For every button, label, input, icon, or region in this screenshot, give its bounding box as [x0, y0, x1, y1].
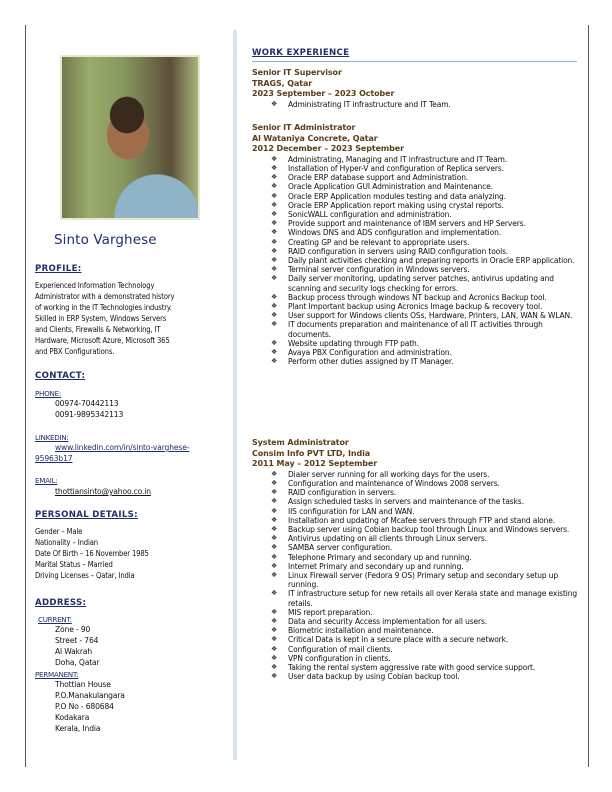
- diamond-bullet-icon: ❖: [271, 552, 278, 561]
- diamond-bullet-icon: ❖: [271, 635, 278, 644]
- duty-item: [252, 479, 582, 488]
- job-dates: 2012 December – 2023 September: [252, 144, 404, 154]
- address-line: Kerala, India: [55, 724, 101, 733]
- duty-text: Antivirus updating on all clients through Linux servers.: [288, 534, 487, 544]
- profile-heading: PROFILE:: [35, 264, 82, 274]
- duty-text: Oracle ERP database support and Administration.: [288, 173, 469, 183]
- duty-item: [252, 608, 582, 617]
- duty-text: Configuration of mail clients.: [288, 644, 393, 654]
- duty-text: User data backup by using Cobian backup tool.: [288, 672, 460, 682]
- address-heading: ADDRESS:: [35, 598, 87, 608]
- duty-text: Biometric installation and maintenance.: [288, 626, 434, 636]
- duty-item: [252, 155, 582, 164]
- diamond-bullet-icon: ❖: [271, 338, 278, 347]
- duty-text: Provide support and maintenance of IBM servers and HP Servers.: [288, 219, 526, 229]
- diamond-bullet-icon: ❖: [271, 228, 278, 237]
- linkedin-link-cont[interactable]: 95963b17: [35, 454, 73, 463]
- diamond-bullet-icon: ❖: [271, 265, 278, 274]
- duty-item: [252, 663, 582, 672]
- profile-line: and Clients, Firewalls & Networking, IT: [35, 325, 161, 334]
- duty-text: Backup process through windows NT backup and Acronics Backup tool.: [288, 292, 547, 302]
- job-company: Al Wataniya Concrete, Qatar: [252, 133, 378, 143]
- duty-text: Oracle ERP Application report making using crystal reports.: [288, 200, 504, 210]
- duty-item: [252, 339, 582, 348]
- duty-text: Dialer server running for all working days for the users.: [288, 469, 490, 479]
- diamond-bullet-icon: ❖: [271, 219, 278, 228]
- diamond-bullet-icon: ❖: [271, 617, 278, 626]
- job-duties: [252, 155, 582, 367]
- duty-item: [252, 534, 582, 543]
- current-address-label: CURRENT:: [38, 615, 72, 624]
- diamond-bullet-icon: ❖: [271, 506, 278, 515]
- job-entry: [252, 438, 582, 681]
- duty-text: IT documents preparation and maintenance of all IT activities through documents.: [288, 320, 543, 339]
- address-line: P.O No - 680684: [55, 702, 114, 711]
- job-dates: 2023 September – 2023 October: [252, 89, 395, 99]
- duty-item: [252, 311, 582, 320]
- page-border-left: [25, 25, 26, 767]
- duty-item: [252, 192, 582, 201]
- duty-text: Creating GP and be relevant to appropriate users.: [288, 237, 470, 247]
- duty-text: RAID configuration in servers.: [288, 488, 397, 498]
- diamond-bullet-icon: ❖: [271, 182, 278, 191]
- duty-item: [252, 553, 582, 562]
- duty-text: Avaya PBX Configuration and administration.: [288, 348, 452, 358]
- diamond-bullet-icon: ❖: [271, 488, 278, 497]
- job-duties: [252, 470, 582, 682]
- job-entry: [252, 123, 582, 366]
- duty-text: Data and security Access implementation for all users.: [288, 617, 487, 627]
- email-label: EMAIL:: [35, 476, 58, 485]
- duty-item: [252, 164, 582, 173]
- job-entry: [252, 68, 582, 109]
- duty-item: [252, 265, 582, 274]
- diamond-bullet-icon: ❖: [271, 348, 278, 357]
- duty-text: RAID configuration in servers using RAID configuration tools.: [288, 246, 509, 256]
- duty-text: User support for Windows clients OSs, Hardware, Printers, LAN, WAN & WLAN.: [288, 311, 573, 321]
- diamond-bullet-icon: ❖: [271, 644, 278, 653]
- duty-text: SAMBA server configuration.: [288, 543, 393, 553]
- duty-text: Configuration and maintenance of Windows 2008 servers.: [288, 478, 500, 488]
- diamond-bullet-icon: ❖: [271, 320, 278, 329]
- address-line: Kodakara: [55, 713, 90, 722]
- diamond-bullet-icon: ❖: [271, 478, 278, 487]
- duty-text: Administrating IT infrastructure and IT Team.: [288, 99, 451, 109]
- duty-text: Taking the rental system aggressive rate with good service support.: [288, 663, 536, 673]
- date-of-birth: Date Of Birth – 16 November 1985: [35, 549, 149, 558]
- duty-item: [252, 228, 582, 237]
- duty-item: [252, 635, 582, 644]
- marital-status: Marital Status – Married: [35, 560, 113, 569]
- duty-text: IIS configuration for LAN and WAN.: [288, 506, 415, 516]
- work-experience-heading: WORK EXPERIENCE: [252, 48, 350, 58]
- address-line: Al Wakrah: [55, 647, 93, 656]
- page-border-right: [588, 25, 589, 767]
- diamond-bullet-icon: ❖: [271, 311, 278, 320]
- duty-text: Installation and updating of Mcafee servers through FTP and stand alone.: [288, 515, 556, 525]
- diamond-bullet-icon: ❖: [271, 469, 278, 478]
- duty-item: [252, 320, 582, 338]
- diamond-bullet-icon: ❖: [271, 515, 278, 524]
- duty-text: Oracle ERP Application modules testing and data analyzing.: [288, 191, 506, 201]
- duty-item: [252, 302, 582, 311]
- diamond-bullet-icon: ❖: [271, 653, 278, 662]
- diamond-bullet-icon: ❖: [271, 561, 278, 570]
- profile-photo: [60, 55, 200, 220]
- diamond-bullet-icon: ❖: [271, 571, 278, 580]
- nationality: Nationality – Indian: [35, 538, 98, 547]
- duty-item: [252, 571, 582, 589]
- diamond-bullet-icon: ❖: [271, 246, 278, 255]
- email-link[interactable]: thottiansinto@yahoo.co.in: [55, 487, 151, 496]
- column-divider: [233, 30, 237, 760]
- duty-item: [252, 488, 582, 497]
- linkedin-link[interactable]: www.linkedin.com/in/sinto-varghese-: [55, 443, 190, 452]
- duty-item: [252, 182, 582, 191]
- diamond-bullet-icon: ❖: [271, 200, 278, 209]
- duty-item: [252, 201, 582, 210]
- duty-text: Perform other duties assigned by IT Manager.: [288, 357, 454, 367]
- heading-rule: [252, 61, 577, 62]
- duty-item: [252, 654, 582, 663]
- permanent-address-label: PERMANENT:: [35, 670, 79, 679]
- diamond-bullet-icon: ❖: [271, 210, 278, 218]
- phone-label: PHONE:: [35, 389, 61, 398]
- diamond-bullet-icon: ❖: [271, 173, 278, 182]
- diamond-bullet-icon: ❖: [271, 497, 278, 506]
- address-line: Zone - 90: [55, 625, 91, 634]
- diamond-bullet-icon: ❖: [271, 525, 278, 533]
- duty-item: [252, 507, 582, 516]
- diamond-bullet-icon: ❖: [271, 672, 278, 681]
- diamond-bullet-icon: ❖: [271, 292, 278, 301]
- duty-item: [252, 589, 582, 607]
- diamond-bullet-icon: ❖: [271, 663, 278, 672]
- duty-item: [252, 357, 582, 366]
- duty-text: Oracle Application GUI Administration and Maintenance.: [288, 182, 493, 192]
- duty-item: [252, 470, 582, 479]
- gender: Gender – Male: [35, 527, 83, 536]
- job-title: Senior IT Administrator: [252, 123, 356, 132]
- phone-qatar: 00974-70442113: [55, 399, 119, 408]
- diamond-bullet-icon: ❖: [271, 607, 278, 616]
- duty-item: [252, 672, 582, 681]
- duty-text: Plant Important backup using Acronics Image backup & recovery tool.: [288, 302, 543, 312]
- duty-item: [252, 100, 582, 109]
- duty-item: [252, 516, 582, 525]
- diamond-bullet-icon: ❖: [271, 274, 278, 283]
- duty-item: [252, 293, 582, 302]
- duty-item: [252, 247, 582, 256]
- diamond-bullet-icon: ❖: [271, 357, 278, 366]
- duty-item: [252, 238, 582, 247]
- duty-item: [252, 525, 582, 534]
- duty-text: IT infrastructure setup for new retails all over Kerala state and manage existing retails.: [288, 589, 578, 608]
- address-line: Thottian House: [55, 680, 111, 689]
- phone-india: 0091-9895342113: [55, 410, 124, 419]
- duty-text: VPN configuration in clients.: [288, 653, 391, 663]
- profile-line: Skilled in ERP System, Windows Servers: [35, 314, 167, 323]
- duty-text: SonicWALL configuration and administration.: [288, 210, 452, 219]
- duty-text: Windows DNS and ADS configuration and implementation.: [288, 228, 502, 238]
- profile-line: of working in the IT Technologies industry.: [35, 303, 172, 312]
- duty-item: [252, 543, 582, 552]
- diamond-bullet-icon: ❖: [271, 589, 278, 598]
- duty-item: [252, 210, 582, 219]
- address-line: P.O.Manakulangara: [55, 691, 125, 700]
- personal-details-heading: PERSONAL DETAILS:: [35, 510, 138, 520]
- duty-text: Internet Primary and secondary up and running.: [288, 561, 464, 571]
- duty-text: Administrating, Managing and IT infrastructure and IT Team.: [288, 154, 508, 164]
- duty-text: Critical Data is kept in a secure place with a secure network.: [288, 635, 509, 645]
- diamond-bullet-icon: ❖: [271, 543, 278, 552]
- duty-item: [252, 219, 582, 228]
- duty-text: Installation of Hyper-V and configuration of Replica servers.: [288, 163, 504, 173]
- duty-item: [252, 562, 582, 571]
- job-company: Consim Info PVT LTD, India: [252, 448, 371, 458]
- job-title: Senior IT Supervisor: [252, 68, 342, 77]
- duty-item: [252, 173, 582, 182]
- duty-text: MIS report preparation.: [288, 607, 373, 617]
- duty-text: Website updating through FTP path.: [288, 338, 419, 348]
- address-line: Street - 764: [55, 636, 99, 645]
- duty-text: Linux Firewall server (Fedora 9 OS) Primary setup and secondary setup up running.: [288, 571, 559, 590]
- personal-details: [35, 526, 149, 581]
- duty-text: Terminal server configuration in Windows servers.: [288, 265, 470, 275]
- duty-item: [252, 348, 582, 357]
- diamond-bullet-icon: ❖: [271, 302, 278, 311]
- profile-line: Experienced Information Technology: [35, 281, 155, 290]
- profile-line: Hardware, Microsoft Azure, Microsoft 365: [35, 336, 170, 345]
- diamond-bullet-icon: ❖: [271, 154, 278, 163]
- duty-item: [252, 256, 582, 265]
- diamond-bullet-icon: ❖: [271, 626, 278, 635]
- candidate-name: Sinto Varghese: [54, 232, 157, 248]
- duty-item: [252, 626, 582, 635]
- diamond-bullet-icon: ❖: [271, 99, 278, 108]
- job-duties: [252, 100, 582, 109]
- job-company: TRAGS, Qatar: [252, 78, 313, 88]
- duty-item: [252, 497, 582, 506]
- address-line: Doha, Qatar: [55, 658, 100, 667]
- linkedin-label: LINKEDIN:: [35, 433, 69, 442]
- profile-line: Administrator with a demonstrated history: [35, 292, 175, 301]
- job-dates: 2011 May – 2012 September: [252, 459, 378, 469]
- diamond-bullet-icon: ❖: [271, 534, 278, 543]
- job-title: System Administrator: [252, 438, 349, 447]
- duty-text: Telephone Primary and secondary up and running.: [288, 552, 472, 562]
- diamond-bullet-icon: ❖: [271, 256, 278, 265]
- duty-text: Daily server monitoring, updating server patches, antivirus updating and scanning and security logs checking for errors.: [288, 274, 554, 293]
- duty-item: [252, 617, 582, 626]
- duty-text: Backup server using Cobian backup tool through Linux and Windows servers.: [288, 525, 570, 534]
- duty-item: [252, 645, 582, 654]
- profile-summary: [35, 280, 174, 357]
- duty-text: Assign scheduled tasks in servers and maintenance of the tasks.: [288, 497, 524, 507]
- duty-item: [252, 274, 582, 292]
- contact-heading: CONTACT:: [35, 371, 86, 381]
- diamond-bullet-icon: ❖: [271, 163, 278, 172]
- diamond-bullet-icon: ❖: [271, 237, 278, 246]
- duty-text: Daily plant activities checking and preparing reports in Oracle ERP application.: [288, 256, 575, 266]
- diamond-bullet-icon: ❖: [271, 191, 278, 200]
- driving-licenses: Driving Licenses – Qatar, India: [35, 571, 135, 580]
- profile-line: and PBX Configurations.: [35, 347, 115, 356]
